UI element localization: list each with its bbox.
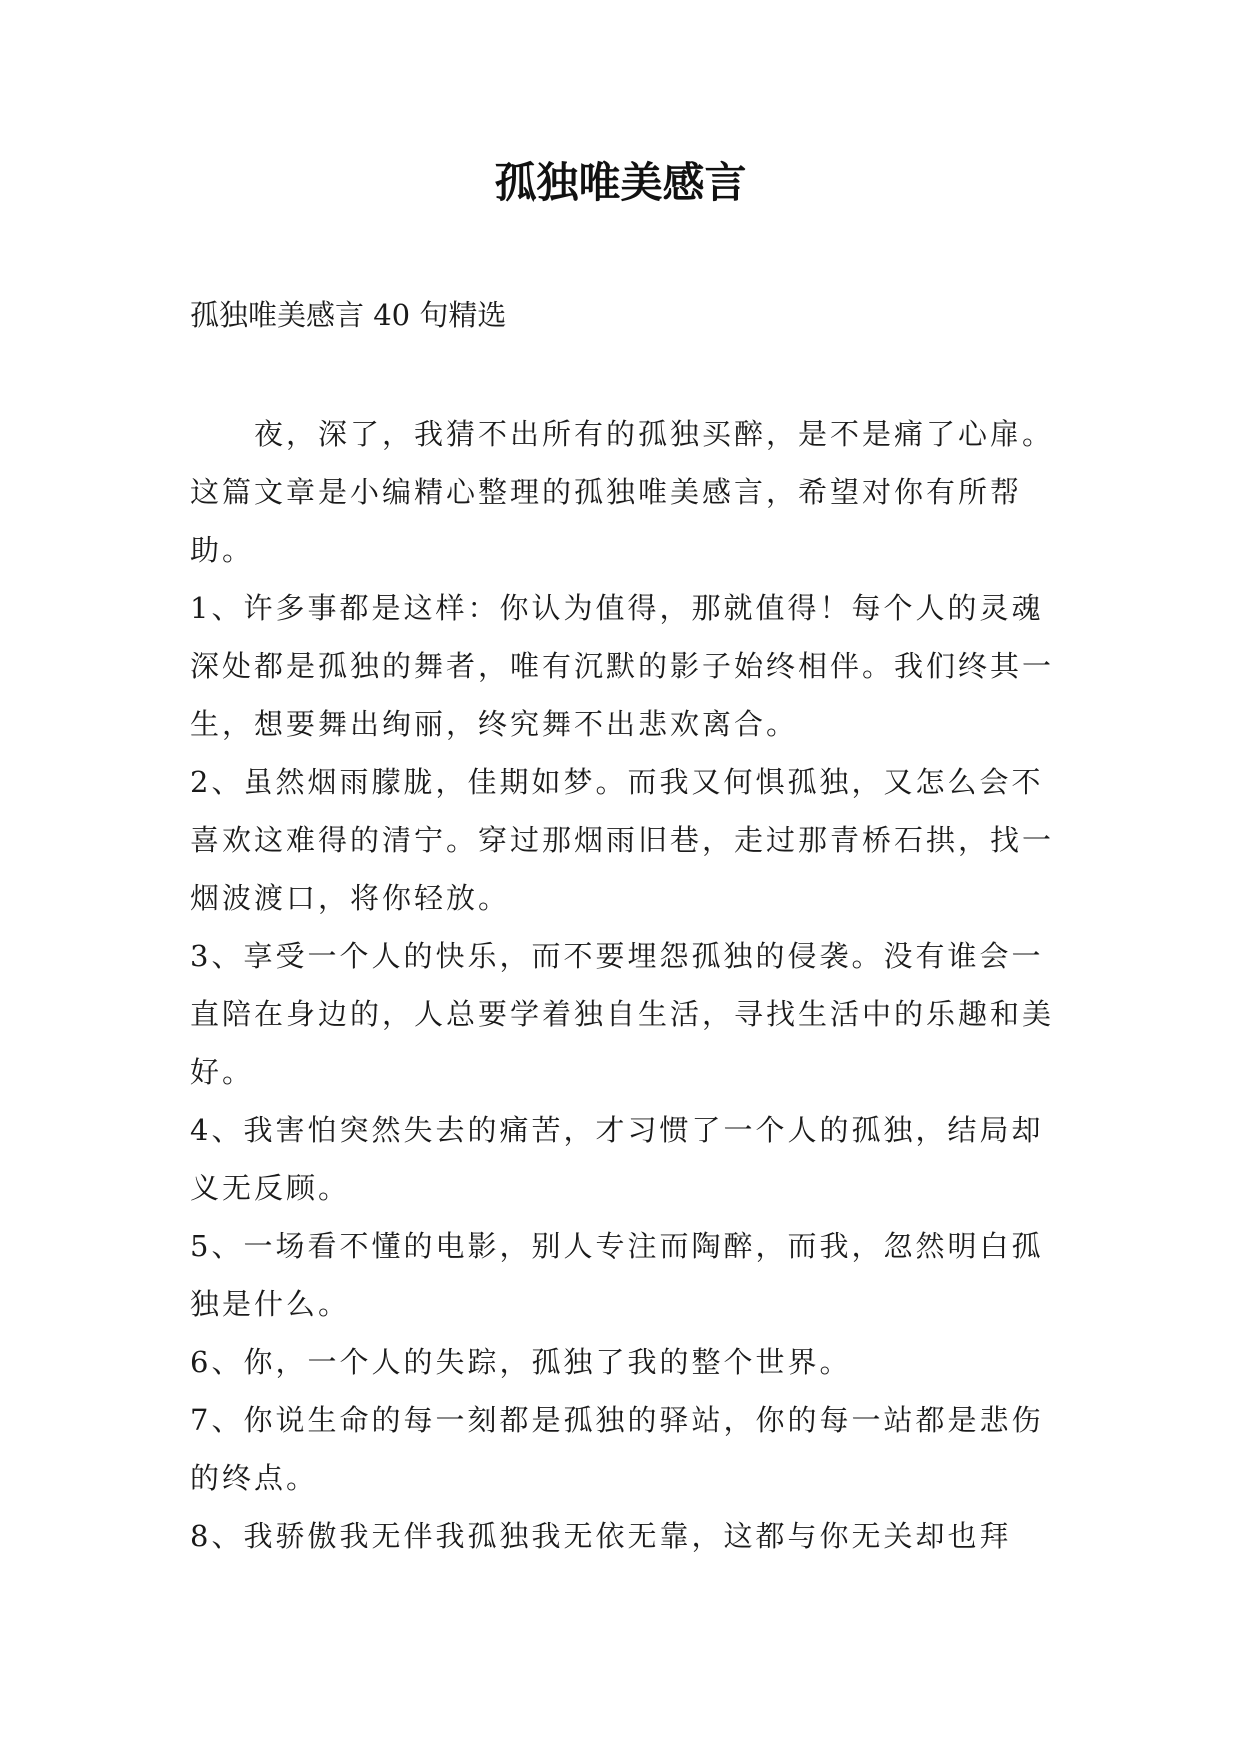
- intro-paragraph: 夜，深了，我猜不出所有的孤独买醉，是不是痛了心扉。这篇文章是小编精心整理的孤独唯美感言，希望对你有所帮助。: [190, 417, 1055, 567]
- list-item: 7、你说生命的每一刻都是孤独的驿站，你的每一站都是悲伤的终点。: [190, 1403, 1044, 1495]
- list-item: 3、享受一个人的快乐，而不要埋怨孤独的侵袭。没有谁会一直陪在身边的，人总要学着独自生活，寻找生活中的乐趣和美好。: [190, 939, 1055, 1089]
- list-item: 1、许多事都是这样：你认为值得，那就值得！每个人的灵魂深处都是孤独的舞者，唯有沉默的影子始终相伴。我们终其一生，想要舞出绚丽，终究舞不出悲欢离合。: [190, 591, 1055, 741]
- list-item: 8、我骄傲我无伴我孤独我无依无靠，这都与你无关却也拜: [190, 1519, 1012, 1553]
- document-subtitle: 孤独唯美感言 40 句精选: [190, 298, 507, 332]
- document-title: 孤独唯美感言: [494, 158, 747, 207]
- list-item: 5、一场看不懂的电影，别人专注而陶醉，而我，忽然明白孤独是什么。: [190, 1229, 1044, 1321]
- list-item: 6、你，一个人的失踪，孤独了我的整个世界。: [190, 1345, 852, 1379]
- list-item: 4、我害怕突然失去的痛苦，才习惯了一个人的孤独，结局却义无反顾。: [190, 1113, 1044, 1205]
- list-item: 2、虽然烟雨朦胧，佳期如梦。而我又何惧孤独，又怎么会不喜欢这难得的清宁。穿过那烟雨旧巷，走过那青桥石拱，找一烟波渡口，将你轻放。: [190, 765, 1055, 915]
- document-body: [190, 405, 1070, 1565]
